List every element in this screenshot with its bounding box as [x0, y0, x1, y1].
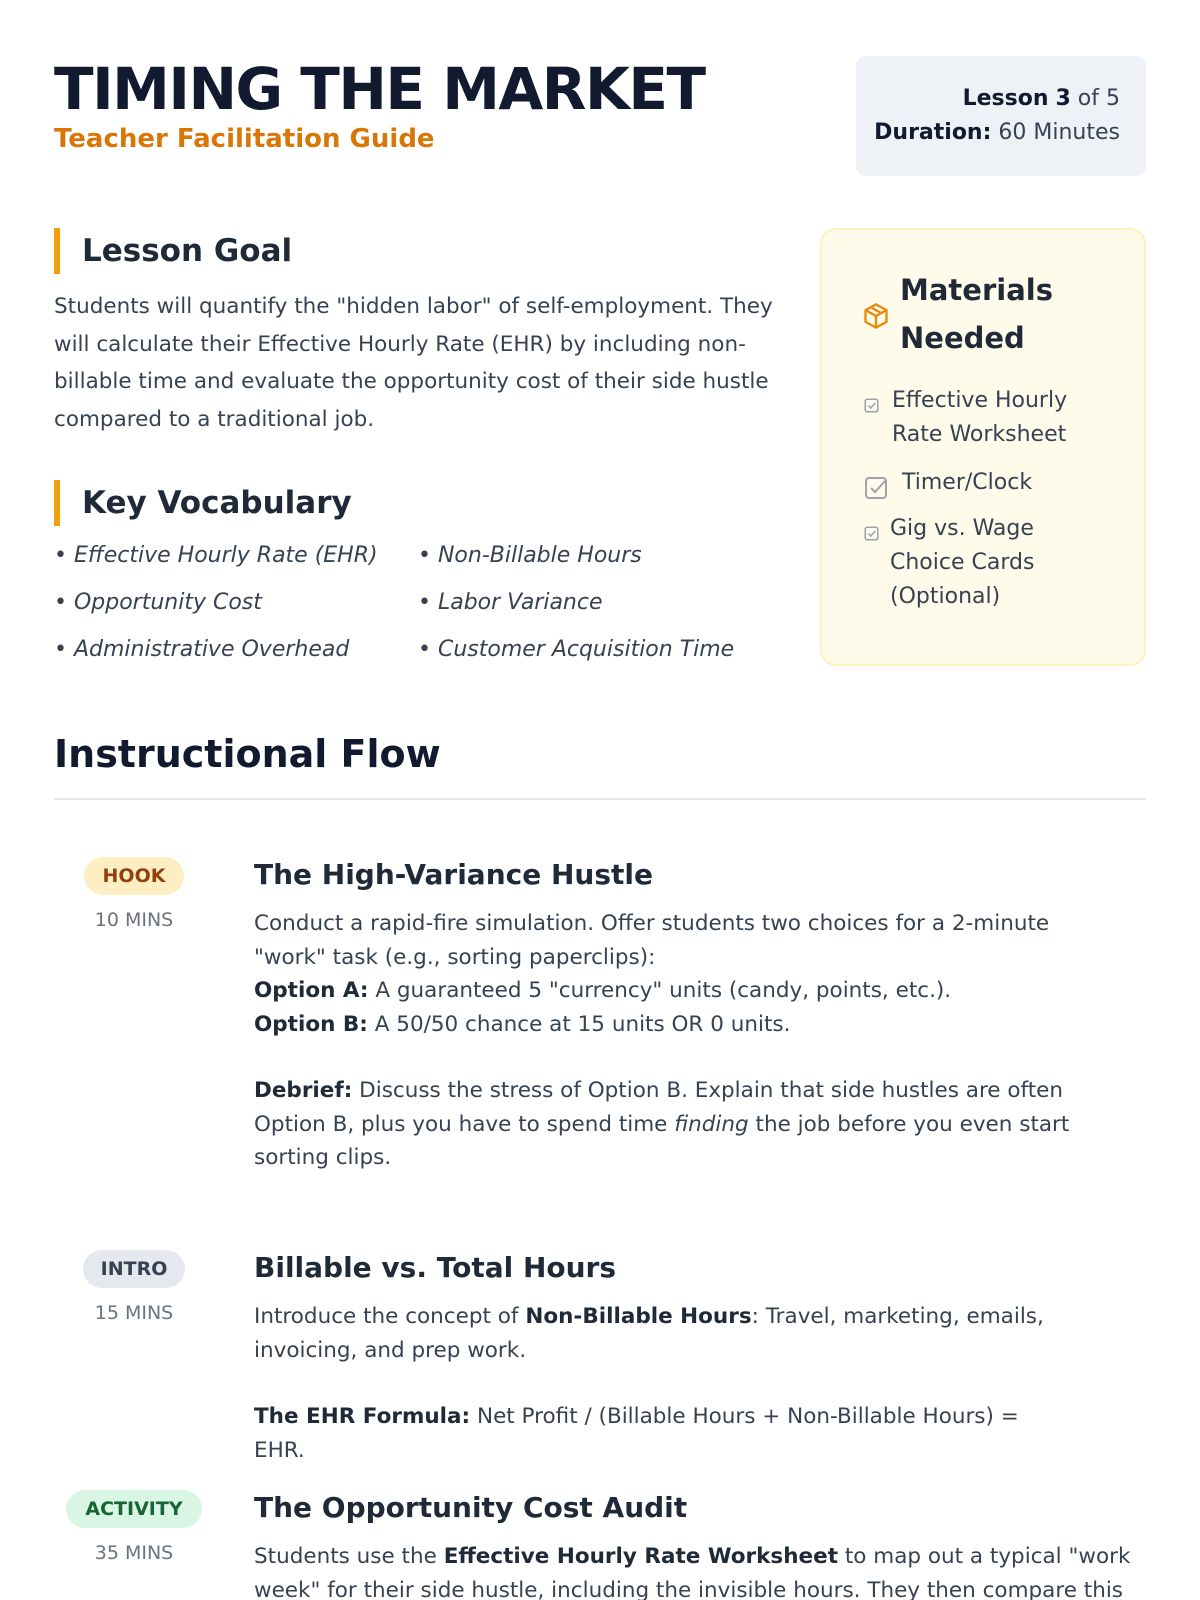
step-duration: 10 MINS — [94, 909, 174, 931]
debrief — [254, 1074, 1114, 1175]
vocab-item: • Non-Billable Hours — [418, 543, 642, 568]
materials-heading: Materials Needed — [900, 273, 1053, 355]
materials-item: Gig vs. Wage Choice Cards (Optional) — [890, 516, 1035, 609]
lesson-label: Lesson — [962, 86, 1049, 111]
vocabulary-column-right — [418, 538, 734, 679]
debrief-emphasis: finding — [674, 1111, 749, 1137]
lesson-number: 3 — [1055, 86, 1071, 111]
step-text — [254, 1540, 1134, 1600]
step-text-bold: Effective Hourly Rate Worksheet — [443, 1544, 838, 1569]
vocabulary-column-left — [54, 538, 378, 679]
option-a-label: Option A: — [254, 978, 369, 1003]
vocab-item: • Effective Hourly Rate (EHR) — [54, 543, 378, 568]
materials-card — [820, 228, 1146, 666]
step-duration: 15 MINS — [94, 1302, 174, 1324]
step-text-end: to map out a typical "work week" for their side hustle, including the invisible hours. They then compare this — [254, 1544, 1131, 1600]
page-title: TIMING THE MARKET — [54, 55, 705, 123]
vocabulary-heading: Key Vocabulary — [54, 480, 352, 526]
step-body — [254, 1540, 1134, 1600]
vocab-item: • Administrative Overhead — [54, 637, 350, 662]
lesson-goal-text: Students will quantify the "hidden labor" of self-employment. They will calculate their Effective Hourly Rate (EHR) by including non-billable time and evaluate the opportunity cost of their side hustle compared to a traditional job. — [54, 294, 773, 432]
vocab-item: • Opportunity Cost — [54, 590, 262, 615]
duration-value: 60 Minutes — [998, 120, 1120, 145]
step-badge-activity: ACTIVITY — [66, 1490, 202, 1528]
page-subtitle: Teacher Facilitation Guide — [54, 124, 435, 154]
step-body — [254, 907, 1114, 1175]
step-text — [254, 1300, 1074, 1367]
option-b-label: Option B: — [254, 1011, 368, 1037]
materials-item: Effective Hourly Rate Worksheet — [892, 388, 1068, 447]
debrief-text-end: the job before you even start sorting clips. — [254, 1111, 1070, 1170]
step-badge-hook: HOOK — [84, 857, 184, 895]
option-a-text: A guaranteed 5 "currency" units (candy, points, etc.). — [375, 978, 952, 1003]
debrief-text: Discuss the stress of Option B. Explain that side hustles are often Option B, plus you have to spend time — [254, 1078, 1064, 1137]
step-text-bold: Non-Billable Hours — [525, 1304, 752, 1329]
step-intro: Conduct a rapid-fire simulation. Offer students two choices for a 2-minute "work" task (e.g., sorting paperclips): — [254, 911, 1050, 970]
debrief-label: Debrief: — [254, 1078, 353, 1103]
lesson-of: of 5 — [1077, 86, 1120, 111]
option-a — [254, 974, 1114, 1008]
lesson-number-line — [856, 82, 1120, 116]
formula-label: The EHR Formula: — [254, 1404, 471, 1429]
lesson-goal-heading: Lesson Goal — [54, 228, 292, 274]
checkbox-icon — [864, 526, 879, 541]
ehr-formula — [254, 1400, 1074, 1467]
formula-text: Net Profit / (Billable Hours + Non-Billable Hours) = EHR. — [254, 1404, 1019, 1463]
step-text-start: Students use the — [254, 1544, 437, 1569]
checkbox-icon — [864, 398, 879, 413]
checkbox-icon — [864, 476, 888, 500]
step-duration: 35 MINS — [94, 1542, 174, 1564]
materials-item: Timer/Clock — [902, 470, 1033, 495]
instructional-flow-heading: Instructional Flow — [54, 732, 441, 776]
step-text-start: Introduce the concept of — [254, 1304, 519, 1329]
step-title: The High-Variance Hustle — [254, 858, 653, 891]
step-body — [254, 1300, 1074, 1467]
box-icon — [862, 302, 890, 330]
vocab-item: • Labor Variance — [418, 590, 603, 615]
divider — [54, 798, 1146, 800]
duration-line — [856, 116, 1120, 150]
step-text-end: : Travel, marketing, emails, invoicing, and prep work. — [254, 1304, 1044, 1363]
option-b — [254, 1008, 1114, 1042]
header — [54, 56, 1146, 176]
step-badge-intro: INTRO — [83, 1250, 185, 1288]
step-title: The Opportunity Cost Audit — [254, 1491, 688, 1524]
option-b-text: A 50/50 chance at 15 units OR 0 units. — [374, 1011, 791, 1037]
duration-label: Duration: — [874, 120, 992, 145]
vocab-item: • Customer Acquisition Time — [418, 637, 735, 662]
lesson-info-box — [856, 56, 1146, 176]
step-title: Billable vs. Total Hours — [254, 1251, 617, 1284]
